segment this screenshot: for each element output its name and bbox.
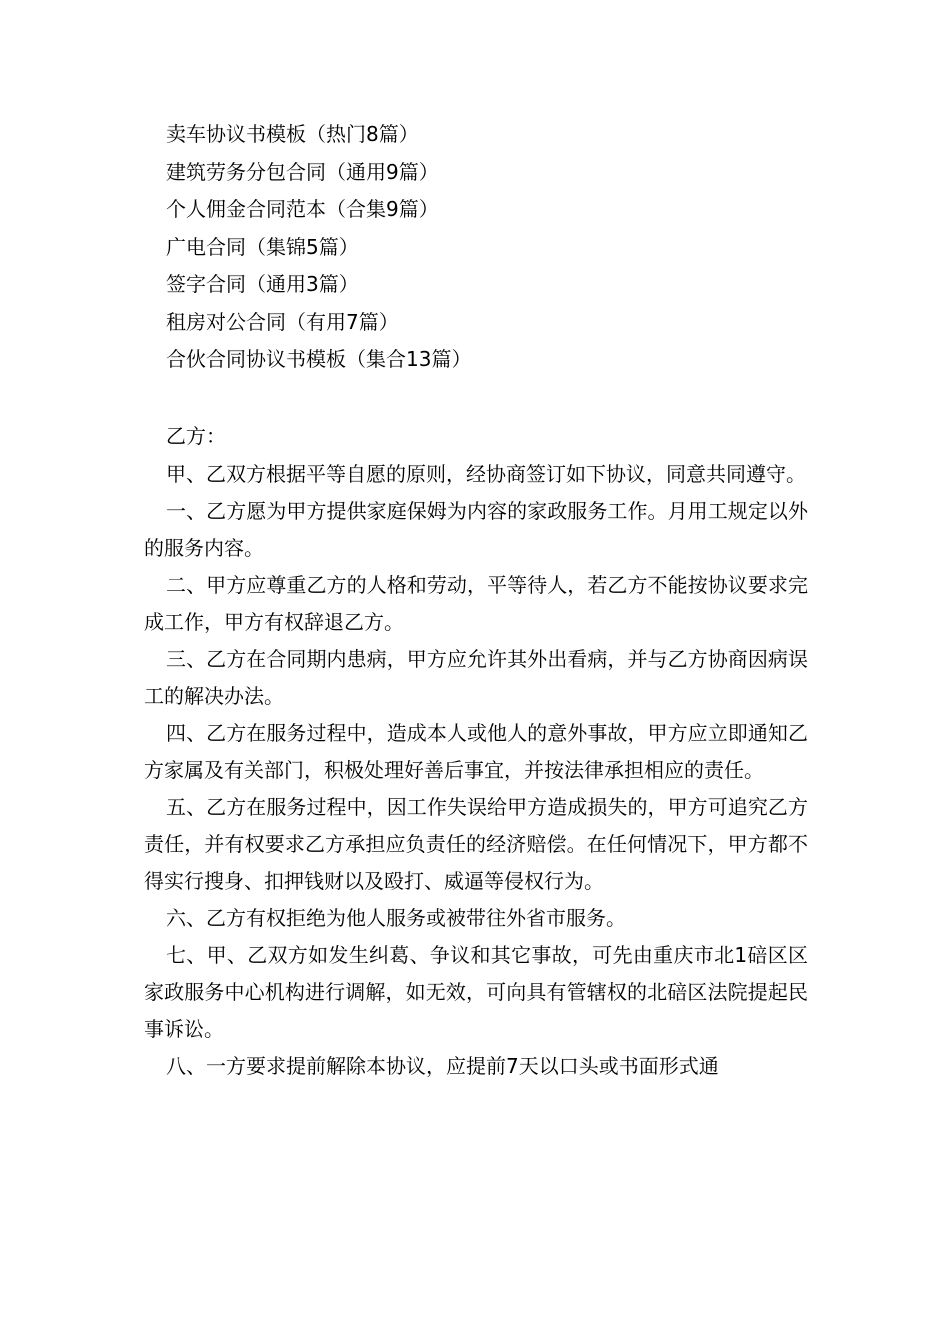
paragraph-clause-7: 七、甲、乙双方如发生纠葛、争议和其它事故，可先由重庆市北1碚区区家政服务中心机构进行调解，如无效，可向具有管辖权的北碚区法院提起民事诉讼。 bbox=[144, 943, 808, 1041]
paragraph-clause-2: 二、甲方应尊重乙方的人格和劳动，平等待人，若乙方不能按协议要求完成工作，甲方有权辞退乙方。 bbox=[144, 573, 808, 634]
paragraph-clause-1: 一、乙方愿为甲方提供家庭保姆为内容的家政服务工作。月用工规定以外的服务内容。 bbox=[144, 499, 808, 560]
paragraph-clause-8: 八、一方要求提前解除本协议，应提前7天以口头或书面形式通 bbox=[166, 1054, 719, 1078]
paragraph-preamble: 甲、乙双方根据平等自愿的原则，经协商签订如下协议，同意共同遵守。 bbox=[166, 462, 806, 486]
party-b-greeting: 乙方： bbox=[166, 424, 226, 448]
list-item[interactable]: 合伙合同协议书模板（集合13篇） bbox=[166, 347, 472, 371]
contract-body bbox=[144, 418, 808, 1085]
related-documents-list bbox=[166, 116, 471, 379]
paragraph-clause-6: 六、乙方有权拒绝为他人服务或被带往外省市服务。 bbox=[166, 906, 626, 930]
paragraph-clause-5: 五、乙方在服务过程中，因工作失误给甲方造成损失的，甲方可追究乙方责任，并有权要求乙方承担应负责任的经济赔偿。在任何情况下，甲方都不得实行搜身、扣押钱财以及殴打、威逼等侵权行为。 bbox=[144, 795, 808, 893]
paragraph-clause-3: 三、乙方在合同期内患病，甲方应允许其外出看病，并与乙方协商因病误工的解决办法。 bbox=[144, 647, 808, 708]
list-item[interactable]: 个人佣金合同范本（合集9篇） bbox=[166, 197, 439, 221]
list-item[interactable]: 租房对公合同（有用7篇） bbox=[166, 309, 399, 334]
list-item[interactable]: 建筑劳务分包合同（通用9篇） bbox=[166, 159, 439, 184]
list-item[interactable]: 签字合同（通用3篇） bbox=[166, 272, 359, 296]
paragraph-clause-4: 四、乙方在服务过程中，造成本人或他人的意外事故，甲方应立即通知乙方家属及有关部门，积极处理好善后事宜，并按法律承担相应的责任。 bbox=[144, 721, 808, 782]
list-item[interactable]: 广电合同（集锦5篇） bbox=[166, 234, 359, 259]
list-item[interactable]: 卖车协议书模板（热门8篇） bbox=[166, 122, 419, 146]
